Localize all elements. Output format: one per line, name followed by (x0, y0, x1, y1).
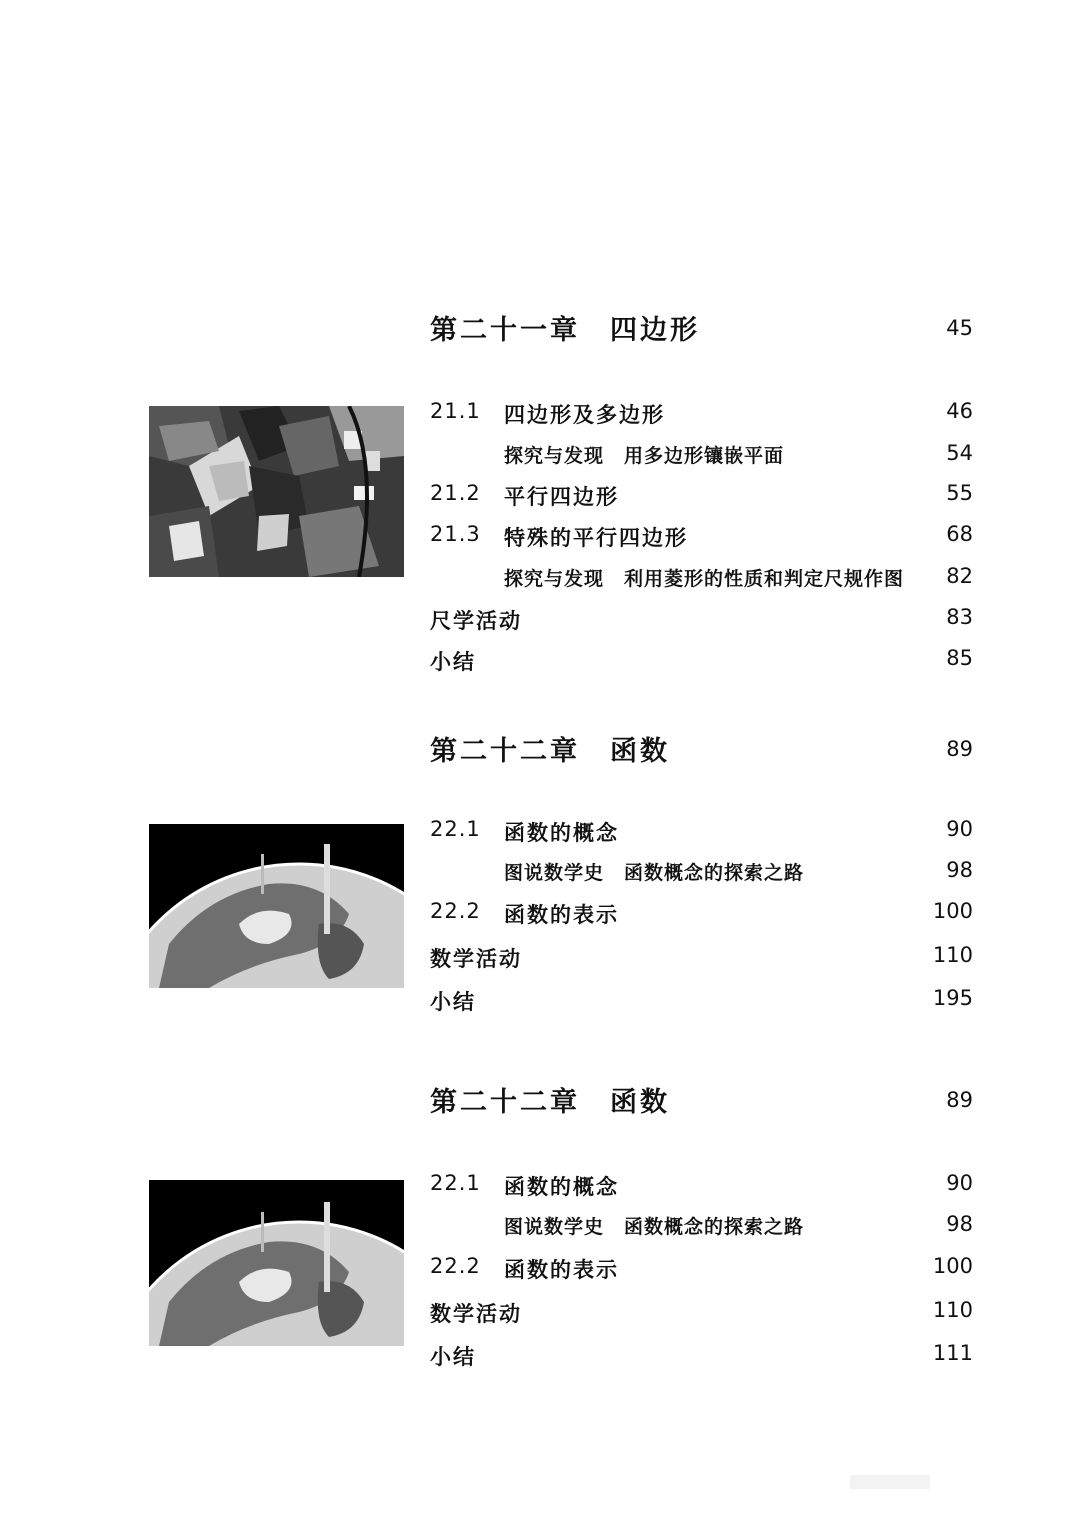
chapter-21-page: 45 (946, 316, 973, 340)
entry-page: 46 (946, 399, 973, 423)
toc-entry[interactable] (430, 646, 973, 676)
toc-entry[interactable] (430, 441, 973, 471)
toc-entry[interactable] (430, 481, 973, 511)
entry-page: 110 (932, 943, 973, 967)
entry-number: 21.3 (430, 522, 481, 546)
earth-from-space-photo (149, 1180, 404, 1346)
entry-title: 函数的概念 (504, 820, 619, 845)
toc-entry[interactable] (430, 1171, 973, 1201)
toc-entry[interactable] (430, 943, 973, 973)
entry-page: 98 (946, 858, 973, 882)
entry-page: 68 (946, 522, 973, 546)
chapter-21-title: 第二十一章 四边形 (430, 315, 700, 346)
entry-title: 数学活动 (430, 1301, 522, 1326)
entry-number: 22.1 (430, 817, 481, 841)
entry-title: 函数的概念 (504, 1174, 619, 1199)
entry-page: 90 (946, 817, 973, 841)
entry-page: 110 (932, 1298, 973, 1322)
chapter-22-title: 第二十二章 函数 (430, 736, 670, 767)
toc-entry[interactable] (430, 1254, 973, 1284)
toc-entry[interactable] (430, 564, 973, 594)
entry-title: 探究与发现 用多边形镶嵌平面 (504, 445, 785, 467)
entry-number: 21.1 (430, 399, 481, 423)
toc-entry[interactable] (430, 399, 973, 429)
chapter-22-title-duplicate: 第二十二章 函数 (430, 1087, 670, 1118)
earth-from-space-photo (149, 824, 404, 988)
entry-title: 数学活动 (430, 946, 522, 971)
entry-title: 函数的表示 (504, 1257, 619, 1282)
chapter-22-page: 89 (946, 737, 973, 761)
toc-entry[interactable] (430, 605, 973, 635)
entry-title: 尺学活动 (430, 608, 522, 633)
toc-entry[interactable] (430, 899, 973, 929)
entry-title: 图说数学史 函数概念的探索之路 (504, 1216, 805, 1238)
entry-page: 100 (932, 899, 973, 923)
entry-title: 四边形及多边形 (504, 402, 665, 427)
entry-number: 22.2 (430, 1254, 481, 1278)
aerial-farmland-photo (149, 406, 404, 577)
entry-page: 83 (946, 605, 973, 629)
entry-title: 平行四边形 (504, 484, 619, 509)
chapter-22-page-duplicate: 89 (946, 1088, 973, 1112)
entry-page: 90 (946, 1171, 973, 1195)
toc-entry[interactable] (430, 1212, 973, 1242)
entry-number: 22.1 (430, 1171, 481, 1195)
toc-entry[interactable] (430, 522, 973, 552)
toc-entry[interactable] (430, 858, 973, 888)
entry-page: 195 (932, 986, 973, 1010)
entry-page: 54 (946, 441, 973, 465)
entry-title: 探究与发现 利用菱形的性质和判定尺规作图 (504, 568, 905, 590)
entry-title: 函数的表示 (504, 902, 619, 927)
entry-title: 图说数学史 函数概念的探索之路 (504, 862, 805, 884)
entry-page: 100 (932, 1254, 973, 1278)
entry-page: 111 (932, 1341, 973, 1365)
faint-watermark (850, 1475, 930, 1489)
toc-entry[interactable] (430, 1298, 973, 1328)
entry-title: 特殊的平行四边形 (504, 525, 688, 550)
entry-title: 小结 (430, 1344, 476, 1369)
entry-page: 82 (946, 564, 973, 588)
toc-entry[interactable] (430, 986, 973, 1016)
toc-entry[interactable] (430, 817, 973, 847)
toc-entry[interactable] (430, 1341, 973, 1371)
entry-page: 85 (946, 646, 973, 670)
entry-page: 55 (946, 481, 973, 505)
entry-title: 小结 (430, 649, 476, 674)
entry-title: 小结 (430, 989, 476, 1014)
entry-number: 22.2 (430, 899, 481, 923)
entry-number: 21.2 (430, 481, 481, 505)
entry-page: 98 (946, 1212, 973, 1236)
